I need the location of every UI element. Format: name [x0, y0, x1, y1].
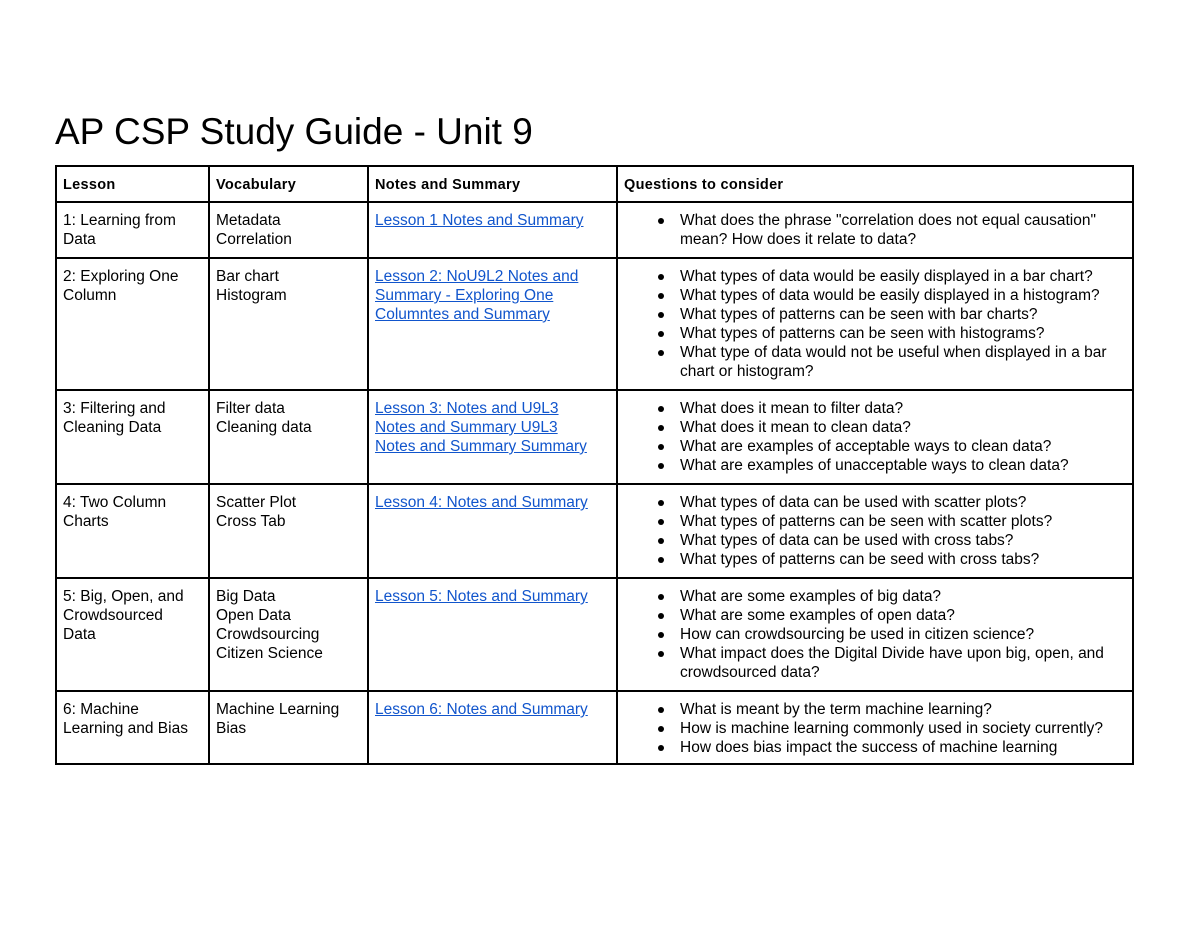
notes-cell — [368, 691, 617, 764]
lesson-text: Column — [63, 287, 117, 304]
lesson-6-notes-link[interactable]: Lesson 6: Notes and Summary — [375, 701, 588, 718]
question-item: How can crowdsourcing be used in citizen science? — [680, 625, 1126, 644]
questions-list — [624, 399, 1126, 475]
header-row — [56, 166, 1133, 202]
questions-cell — [617, 691, 1133, 764]
lesson-4-notes-link[interactable]: Lesson 4: Notes and Summary — [375, 494, 588, 511]
lesson-text: Cleaning Data — [63, 419, 162, 436]
lesson-cell — [56, 258, 209, 390]
question-item: What does it mean to clean data? — [680, 418, 1126, 437]
question-item: What types of patterns can be seen with bar charts? — [680, 305, 1126, 324]
vocabulary-term: Crowdsourcing — [216, 626, 320, 643]
question-item: What types of data can be used with cross tabs? — [680, 531, 1126, 550]
question-item: What is meant by the term machine learning? — [680, 700, 1126, 719]
page-title: AP CSP Study Guide - Unit 9 — [55, 111, 533, 152]
vocabulary-term: Machine Learning — [216, 701, 340, 718]
vocabulary-term: Filter data — [216, 400, 285, 417]
table-row — [56, 390, 1133, 484]
question-item: What type of data would not be useful when displayed in a bar chart or histogram? — [680, 343, 1126, 381]
lesson-text: Learning and Bias — [63, 720, 188, 737]
vocabulary-term: Bar chart — [216, 268, 279, 285]
table-row — [56, 578, 1133, 691]
lesson-1-notes-link[interactable]: Lesson 1 Notes and Summary — [375, 212, 584, 229]
lesson-text: 4: Two Column — [63, 494, 167, 511]
question-item: How is machine learning commonly used in society currently? — [680, 719, 1126, 738]
vocabulary-term: Scatter Plot — [216, 494, 297, 511]
vocabulary-cell — [209, 578, 368, 691]
lesson-5-notes-link[interactable]: Lesson 5: Notes and Summary — [375, 588, 588, 605]
vocabulary-term: Citizen Science — [216, 645, 323, 662]
notes-cell — [368, 578, 617, 691]
question-item: What are examples of acceptable ways to clean data? — [680, 437, 1126, 456]
lesson-2-notes-link[interactable]: Lesson 2: NoU9L2 Notes and Summary - Exploring One Columntes and Summary — [375, 268, 579, 323]
vocabulary-term: Cleaning data — [216, 419, 312, 436]
question-item: What types of patterns can be seen with histograms? — [680, 324, 1126, 343]
lesson-text: 3: Filtering and — [63, 400, 166, 417]
vocabulary-term: Histogram — [216, 287, 287, 304]
study-guide-table — [55, 165, 1134, 765]
lesson-3-notes-link[interactable]: Lesson 3: Notes and U9L3 Notes and Summary U9L3 Notes and Summary Summary — [375, 400, 587, 455]
vocabulary-cell — [209, 484, 368, 578]
vocabulary-term: Bias — [216, 720, 247, 737]
questions-list — [624, 700, 1126, 757]
header-questions: Questions to consider — [617, 166, 1133, 202]
question-item: What types of patterns can be seen with scatter plots? — [680, 512, 1126, 531]
question-item: What types of data would be easily displayed in a bar chart? — [680, 267, 1126, 286]
question-item: What types of patterns can be seed with cross tabs? — [680, 550, 1126, 569]
vocabulary-term: Correlation — [216, 231, 292, 248]
questions-cell — [617, 578, 1133, 691]
table-row — [56, 691, 1133, 764]
questions-cell — [617, 390, 1133, 484]
vocabulary-term: Metadata — [216, 212, 281, 229]
notes-cell — [368, 484, 617, 578]
table-row — [56, 258, 1133, 390]
questions-cell — [617, 202, 1133, 258]
question-item: What are some examples of big data? — [680, 587, 1126, 606]
header-vocabulary: Vocabulary — [209, 166, 368, 202]
question-item: What impact does the Digital Divide have upon big, open, and crowdsourced data? — [680, 644, 1126, 682]
question-item: What does it mean to filter data? — [680, 399, 1126, 418]
notes-cell — [368, 202, 617, 258]
vocabulary-term: Cross Tab — [216, 513, 286, 530]
vocabulary-cell — [209, 691, 368, 764]
question-item: What types of data can be used with scatter plots? — [680, 493, 1126, 512]
lesson-text: 6: Machine — [63, 701, 139, 718]
lesson-text: 1: Learning from — [63, 212, 176, 229]
lesson-cell — [56, 691, 209, 764]
vocabulary-term: Big Data — [216, 588, 276, 605]
table-row — [56, 484, 1133, 578]
lesson-cell — [56, 202, 209, 258]
vocabulary-cell — [209, 202, 368, 258]
lesson-text: 5: Big, Open, and — [63, 588, 184, 605]
vocabulary-term: Open Data — [216, 607, 291, 624]
lesson-text: Data — [63, 626, 96, 643]
lesson-cell — [56, 578, 209, 691]
header-lesson: Lesson — [56, 166, 209, 202]
lesson-text: 2: Exploring One — [63, 268, 179, 285]
lesson-text: Charts — [63, 513, 109, 530]
vocabulary-cell — [209, 258, 368, 390]
lesson-cell — [56, 484, 209, 578]
lesson-text: Crowdsourced — [63, 607, 163, 624]
questions-list — [624, 587, 1126, 682]
questions-cell — [617, 484, 1133, 578]
questions-list — [624, 211, 1126, 249]
lesson-cell — [56, 390, 209, 484]
question-item: What are examples of unacceptable ways to clean data? — [680, 456, 1126, 475]
question-item: What are some examples of open data? — [680, 606, 1126, 625]
question-item: How does bias impact the success of machine learning — [680, 738, 1126, 757]
question-item: What does the phrase "correlation does not equal causation" mean? How does it relate to data? — [680, 211, 1126, 249]
notes-cell — [368, 258, 617, 390]
table-row — [56, 202, 1133, 258]
questions-list — [624, 493, 1126, 569]
lesson-text: Data — [63, 231, 96, 248]
notes-cell — [368, 390, 617, 484]
question-item: What types of data would be easily displayed in a histogram? — [680, 286, 1126, 305]
questions-list — [624, 267, 1126, 381]
questions-cell — [617, 258, 1133, 390]
header-notes: Notes and Summary — [368, 166, 617, 202]
vocabulary-cell — [209, 390, 368, 484]
